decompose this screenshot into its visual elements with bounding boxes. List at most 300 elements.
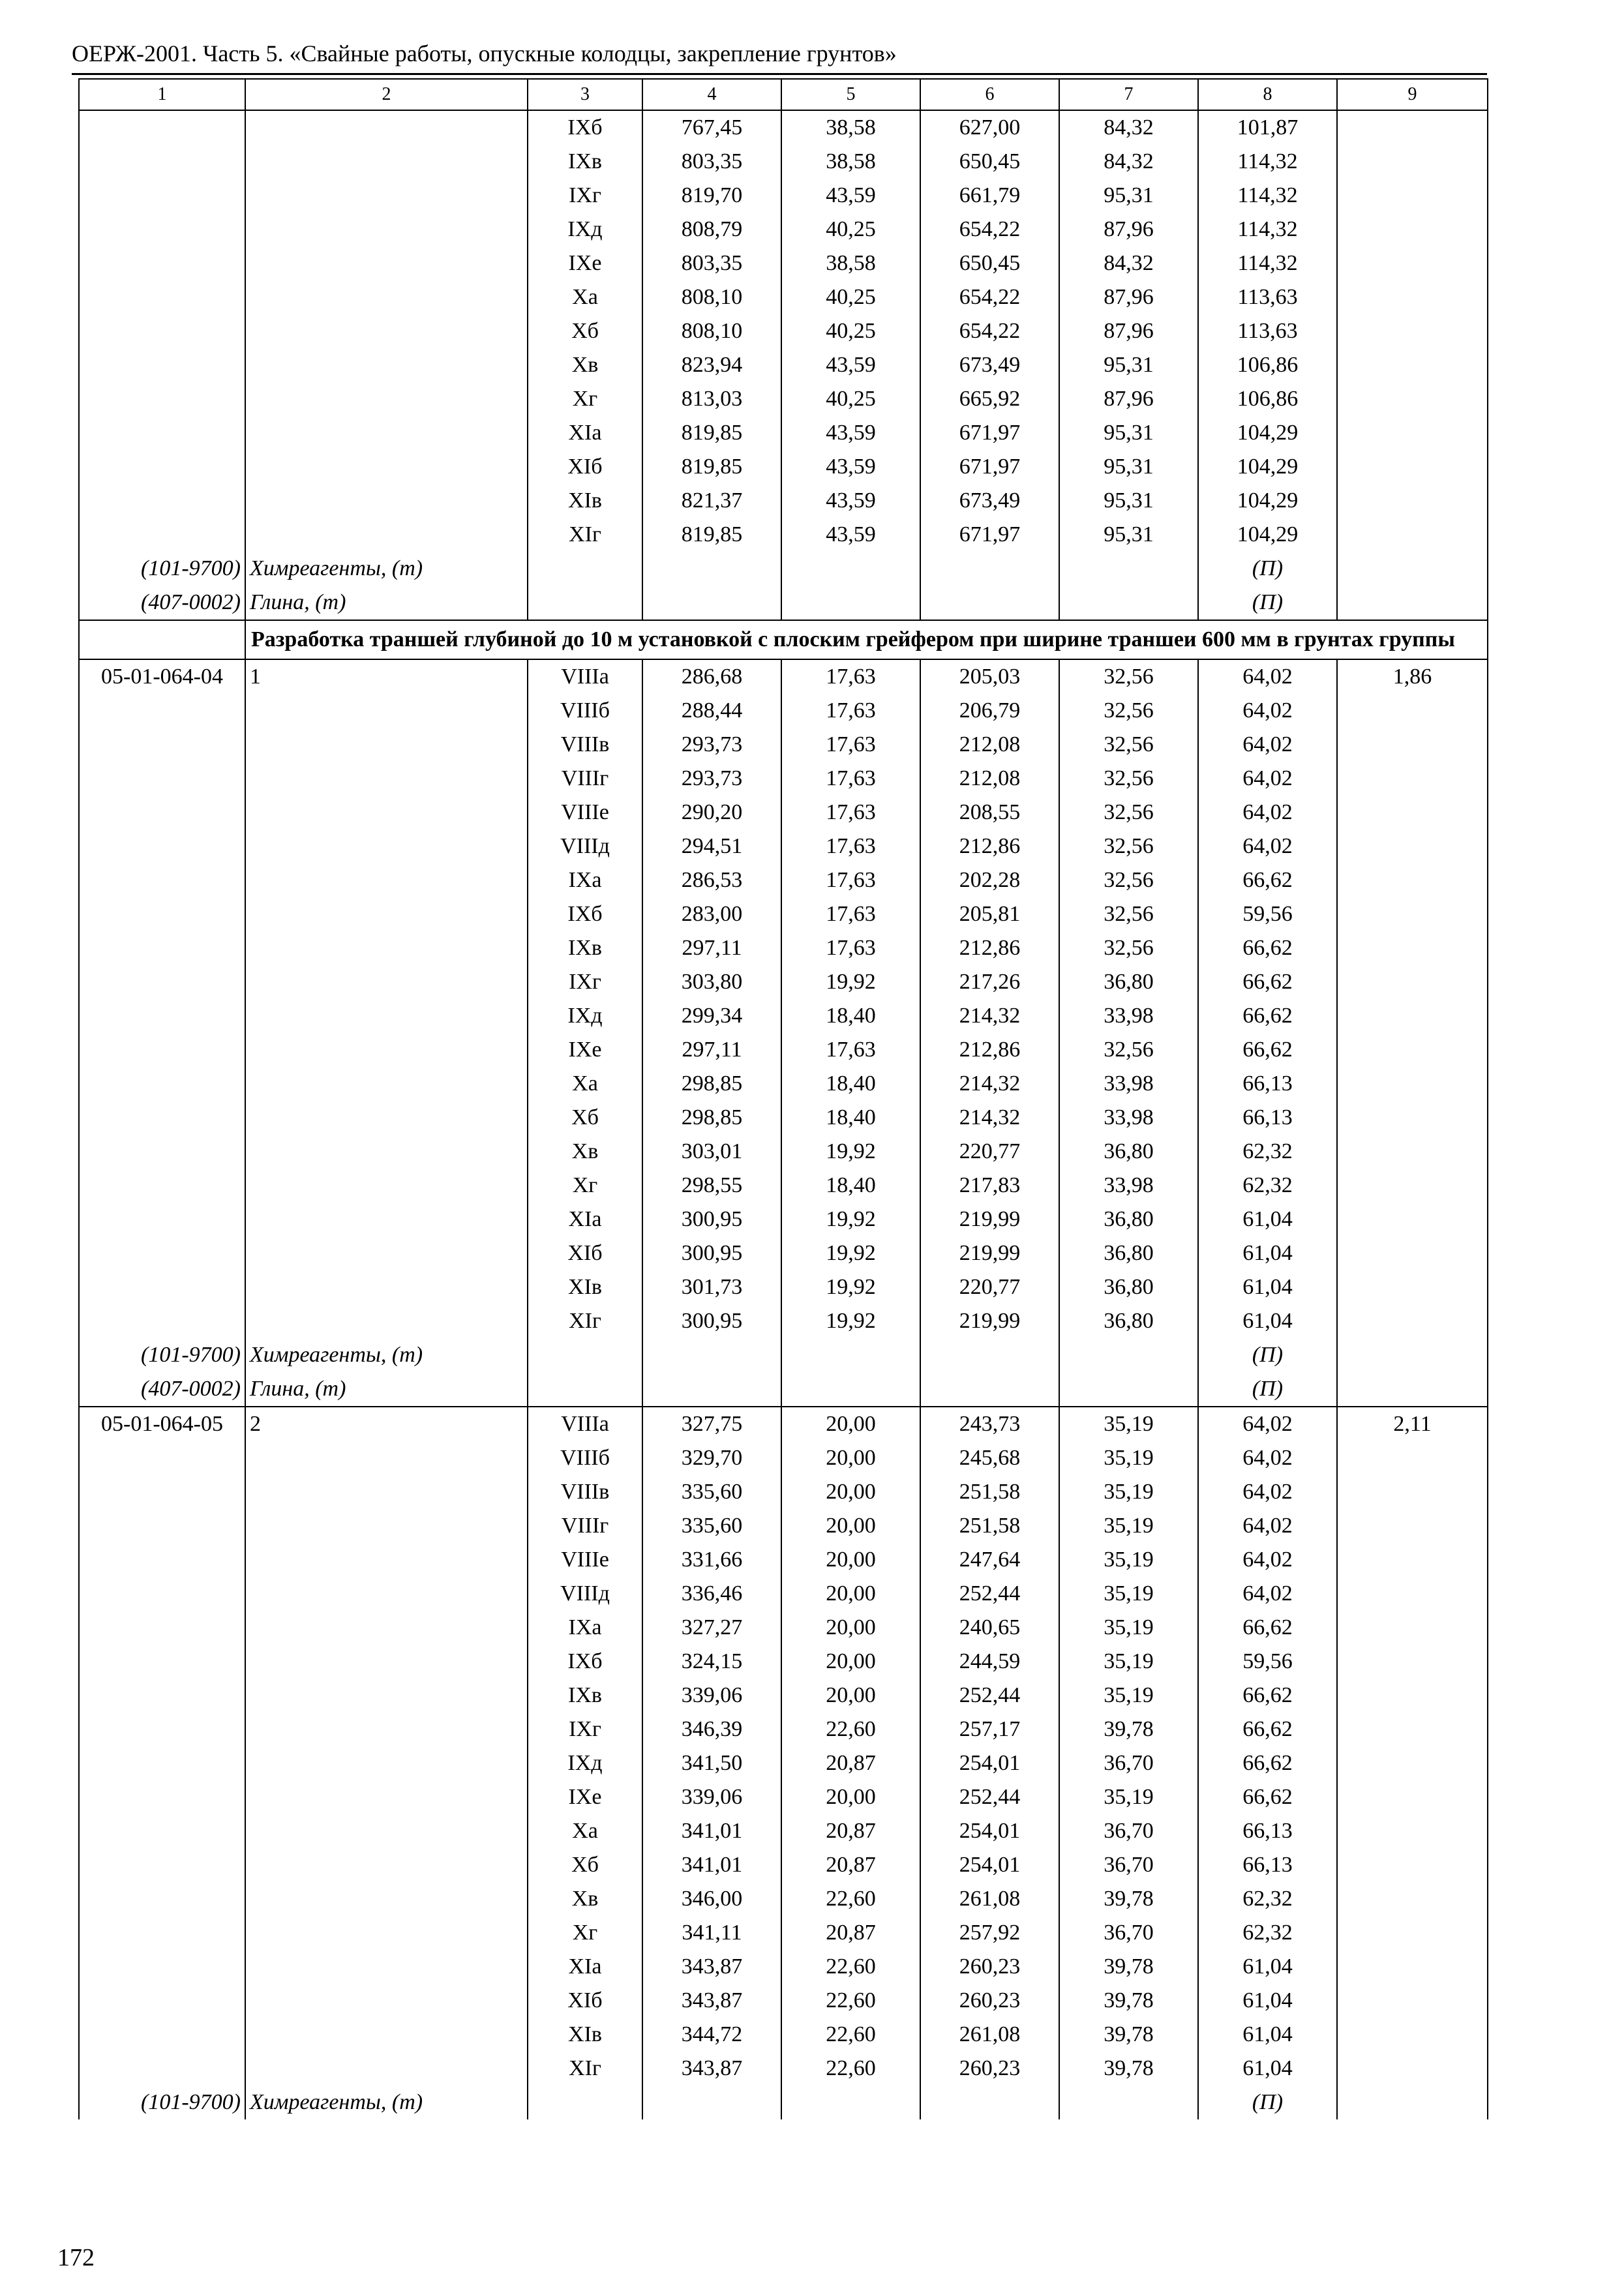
grade-cell: Xг: [528, 382, 642, 416]
code-cell: [79, 1270, 245, 1304]
machinist-wage-cell: 84,32: [1059, 110, 1198, 145]
name-cell: [245, 728, 528, 762]
machinist-wage-cell: 32,56: [1059, 863, 1198, 897]
machine-cost-cell: 671,97: [920, 518, 1059, 552]
machinist-wage-cell: 36,80: [1059, 1135, 1198, 1169]
machine-cost-cell: 214,32: [920, 999, 1059, 1033]
name-cell: [245, 450, 528, 484]
machinist-wage-cell: 32,56: [1059, 830, 1198, 863]
table-row: [79, 694, 1488, 728]
wage-cell: 17,63: [781, 659, 920, 694]
code-cell: [79, 179, 245, 213]
empty-cell: [1059, 586, 1198, 620]
grade-cell: IXб: [528, 110, 642, 145]
materials-cell: 61,04: [1198, 2018, 1337, 2052]
machinist-wage-cell: 95,31: [1059, 484, 1198, 518]
grade-cell: IXе: [528, 247, 642, 280]
wage-cell: 18,40: [781, 1169, 920, 1203]
column-number: 7: [1059, 79, 1198, 110]
materials-cell: 66,62: [1198, 1713, 1337, 1746]
wage-cell: 20,00: [781, 1543, 920, 1577]
machinist-wage-cell: 95,31: [1059, 416, 1198, 450]
materials-cell: 64,02: [1198, 1543, 1337, 1577]
machinist-wage-cell: 32,56: [1059, 659, 1198, 694]
empty-cell: [920, 552, 1059, 586]
table-row: [79, 1270, 1488, 1304]
labor-cell: [1337, 1950, 1488, 1984]
labor-cell: [1337, 1577, 1488, 1611]
code-cell: [79, 1950, 245, 1984]
grade-cell: XIа: [528, 416, 642, 450]
name-cell: [245, 1611, 528, 1645]
table-row: [79, 1236, 1488, 1270]
name-cell: [245, 484, 528, 518]
machinist-wage-cell: 35,19: [1059, 1543, 1198, 1577]
machinist-wage-cell: 32,56: [1059, 931, 1198, 965]
table-row: [79, 1407, 1488, 1441]
name-cell: [245, 1814, 528, 1848]
table-row: [79, 1713, 1488, 1746]
wage-cell: 17,63: [781, 897, 920, 931]
machinist-wage-cell: 39,78: [1059, 1882, 1198, 1916]
labor-cell: [1337, 1713, 1488, 1746]
materials-cell: 61,04: [1198, 1304, 1337, 1338]
empty-cell: [528, 552, 642, 586]
total-cost-cell: 808,10: [642, 314, 781, 348]
machinist-wage-cell: 84,32: [1059, 145, 1198, 179]
materials-cell: 104,29: [1198, 416, 1337, 450]
code-cell: [79, 1067, 245, 1101]
machinist-wage-cell: 39,78: [1059, 1984, 1198, 2018]
empty-cell: [1059, 2086, 1198, 2119]
name-cell: [245, 1304, 528, 1338]
machine-cost-cell: 671,97: [920, 450, 1059, 484]
table-row: [79, 247, 1488, 280]
code-cell: [79, 1814, 245, 1848]
grade-cell: XIв: [528, 2018, 642, 2052]
grade-cell: IXд: [528, 1746, 642, 1780]
code-cell: [79, 2052, 245, 2086]
materials-cell: 104,29: [1198, 518, 1337, 552]
wage-cell: 20,87: [781, 1814, 920, 1848]
grade-cell: VIIIб: [528, 1441, 642, 1475]
empty-cell: [1059, 1372, 1198, 1407]
name-cell: [245, 965, 528, 999]
wage-cell: 43,59: [781, 450, 920, 484]
grade-cell: Xа: [528, 280, 642, 314]
code-cell: [79, 280, 245, 314]
name-cell: [245, 1169, 528, 1203]
total-cost-cell: 343,87: [642, 2052, 781, 2086]
wage-cell: 22,60: [781, 2052, 920, 2086]
name-cell: [245, 863, 528, 897]
name-cell: [245, 213, 528, 247]
material-row: [79, 1338, 1488, 1372]
labor-cell: [1337, 1645, 1488, 1679]
code-cell: [79, 931, 245, 965]
materials-cell: 64,02: [1198, 762, 1337, 796]
empty-cell: [528, 2086, 642, 2119]
machine-cost-cell: 260,23: [920, 1984, 1059, 2018]
machine-cost-cell: 206,79: [920, 694, 1059, 728]
table-row: [79, 1067, 1488, 1101]
name-cell: [245, 348, 528, 382]
name-cell: [245, 1984, 528, 2018]
materials-cell: 64,02: [1198, 659, 1337, 694]
grade-cell: IXг: [528, 1713, 642, 1746]
name-cell: [245, 518, 528, 552]
materials-cell: 59,56: [1198, 1645, 1337, 1679]
total-cost-cell: 339,06: [642, 1679, 781, 1713]
material-name: Глина, (т): [245, 586, 528, 620]
code-cell: 05-01-064-05: [79, 1407, 245, 1441]
wage-cell: 20,00: [781, 1509, 920, 1543]
machine-cost-cell: 217,26: [920, 965, 1059, 999]
material-code: (101-9700): [79, 552, 245, 586]
name-cell: [245, 145, 528, 179]
grade-cell: XIг: [528, 2052, 642, 2086]
table-row: [79, 1509, 1488, 1543]
total-cost-cell: 819,85: [642, 518, 781, 552]
machine-cost-cell: 665,92: [920, 382, 1059, 416]
code-cell: [79, 110, 245, 145]
name-cell: [245, 179, 528, 213]
wage-cell: 18,40: [781, 1101, 920, 1135]
total-cost-cell: 324,15: [642, 1645, 781, 1679]
wage-cell: 19,92: [781, 1236, 920, 1270]
grade-cell: IXд: [528, 213, 642, 247]
material-value: (П): [1198, 552, 1337, 586]
name-cell: [245, 1236, 528, 1270]
wage-cell: 43,59: [781, 416, 920, 450]
column-number: 1: [79, 79, 245, 110]
grade-cell: XIв: [528, 484, 642, 518]
table-row: [79, 796, 1488, 830]
code-cell: [79, 145, 245, 179]
machinist-wage-cell: 35,19: [1059, 1679, 1198, 1713]
wage-cell: 22,60: [781, 1882, 920, 1916]
wage-cell: 19,92: [781, 1304, 920, 1338]
table-row: [79, 1950, 1488, 1984]
table-row: [79, 1916, 1488, 1950]
wage-cell: 43,59: [781, 348, 920, 382]
wage-cell: 17,63: [781, 931, 920, 965]
table-row: [79, 1882, 1488, 1916]
labor-cell: [1337, 1984, 1488, 2018]
code-cell: [79, 2018, 245, 2052]
name-cell: [245, 2018, 528, 2052]
grade-cell: XIа: [528, 1203, 642, 1236]
machinist-wage-cell: 87,96: [1059, 213, 1198, 247]
material-name: Глина, (т): [245, 1372, 528, 1407]
materials-cell: 114,32: [1198, 213, 1337, 247]
grade-cell: VIIIв: [528, 1475, 642, 1509]
section-title: Разработка траншей глубиной до 10 м установкой с плоским грейфером при ширине траншеи 600 мм в грунтах группы: [245, 620, 1488, 659]
code-cell: [79, 863, 245, 897]
labor-cell: [1337, 1236, 1488, 1270]
labor-cell: [1337, 2052, 1488, 2086]
name-cell: [245, 1135, 528, 1169]
machine-cost-cell: 212,86: [920, 1033, 1059, 1067]
wage-cell: 43,59: [781, 518, 920, 552]
grade-cell: XIг: [528, 1304, 642, 1338]
materials-cell: 66,62: [1198, 1033, 1337, 1067]
machine-cost-cell: 212,86: [920, 830, 1059, 863]
table-row: [79, 382, 1488, 416]
empty-cell: [781, 1372, 920, 1407]
table-row: [79, 110, 1488, 145]
machine-cost-cell: 220,77: [920, 1270, 1059, 1304]
wage-cell: 40,25: [781, 213, 920, 247]
empty-cell: [781, 586, 920, 620]
grade-cell: IXв: [528, 931, 642, 965]
materials-cell: 66,62: [1198, 1611, 1337, 1645]
total-cost-cell: 298,85: [642, 1067, 781, 1101]
table-body: [79, 79, 1488, 2119]
materials-cell: 64,02: [1198, 1577, 1337, 1611]
grade-cell: Xг: [528, 1169, 642, 1203]
grade-cell: IXа: [528, 863, 642, 897]
name-cell: [245, 1577, 528, 1611]
total-cost-cell: 286,53: [642, 863, 781, 897]
code-cell: [79, 1848, 245, 1882]
wage-cell: 17,63: [781, 1033, 920, 1067]
code-cell: [79, 1679, 245, 1713]
materials-cell: 61,04: [1198, 1984, 1337, 2018]
wage-cell: 20,00: [781, 1611, 920, 1645]
total-cost-cell: 299,34: [642, 999, 781, 1033]
machinist-wage-cell: 32,56: [1059, 694, 1198, 728]
name-cell: [245, 1848, 528, 1882]
machinist-wage-cell: 35,19: [1059, 1611, 1198, 1645]
material-code: (101-9700): [79, 2086, 245, 2119]
grade-cell: XIб: [528, 450, 642, 484]
total-cost-cell: 301,73: [642, 1270, 781, 1304]
machine-cost-cell: 627,00: [920, 110, 1059, 145]
labor-cell: [1337, 416, 1488, 450]
machinist-wage-cell: 39,78: [1059, 1713, 1198, 1746]
code-cell: [79, 450, 245, 484]
wage-cell: 19,92: [781, 1135, 920, 1169]
name-cell: [245, 931, 528, 965]
wage-cell: 40,25: [781, 314, 920, 348]
table-row: [79, 145, 1488, 179]
wage-cell: 20,00: [781, 1679, 920, 1713]
table-row: [79, 659, 1488, 694]
table-row: [79, 999, 1488, 1033]
header-rule: [72, 73, 1487, 75]
total-cost-cell: 808,10: [642, 280, 781, 314]
code-cell: [79, 1509, 245, 1543]
labor-cell: [1337, 314, 1488, 348]
labor-cell: [1337, 1441, 1488, 1475]
machinist-wage-cell: 36,80: [1059, 1304, 1198, 1338]
materials-cell: 62,32: [1198, 1169, 1337, 1203]
name-cell: [245, 1475, 528, 1509]
machine-cost-cell: 245,68: [920, 1441, 1059, 1475]
machinist-wage-cell: 36,80: [1059, 965, 1198, 999]
code-cell: [79, 314, 245, 348]
machine-cost-cell: 252,44: [920, 1780, 1059, 1814]
material-value: (П): [1198, 2086, 1337, 2119]
grade-cell: Xб: [528, 1848, 642, 1882]
name-cell: [245, 1509, 528, 1543]
machine-cost-cell: 260,23: [920, 2052, 1059, 2086]
table-row: [79, 1780, 1488, 1814]
total-cost-cell: 808,79: [642, 213, 781, 247]
wage-cell: 20,87: [781, 1848, 920, 1882]
materials-cell: 113,63: [1198, 280, 1337, 314]
empty-cell: [528, 1372, 642, 1407]
total-cost-cell: 288,44: [642, 694, 781, 728]
name-cell: [245, 2052, 528, 2086]
labor-cell: [1337, 247, 1488, 280]
materials-cell: 59,56: [1198, 897, 1337, 931]
code-cell: [79, 1577, 245, 1611]
table-row: [79, 1645, 1488, 1679]
machine-cost-cell: 208,55: [920, 796, 1059, 830]
wage-cell: 22,60: [781, 2018, 920, 2052]
section-title-row: [79, 620, 1488, 659]
labor-cell: [1337, 1814, 1488, 1848]
name-cell: [245, 1679, 528, 1713]
labor-cell: [1337, 965, 1488, 999]
empty-cell: [1059, 552, 1198, 586]
table-row: [79, 1848, 1488, 1882]
empty-cell: [781, 1338, 920, 1372]
material-code: (407-0002): [79, 586, 245, 620]
wage-cell: 43,59: [781, 484, 920, 518]
grade-cell: VIIIа: [528, 1407, 642, 1441]
materials-cell: 61,04: [1198, 1950, 1337, 1984]
wage-cell: 19,92: [781, 1270, 920, 1304]
machinist-wage-cell: 35,19: [1059, 1577, 1198, 1611]
table-row: [79, 1814, 1488, 1848]
materials-cell: 64,02: [1198, 1407, 1337, 1441]
labor-cell: [1337, 1304, 1488, 1338]
table-row: [79, 1441, 1488, 1475]
table-row: [79, 728, 1488, 762]
grade-cell: VIIIд: [528, 1577, 642, 1611]
machinist-wage-cell: 39,78: [1059, 1950, 1198, 1984]
machine-cost-cell: 214,32: [920, 1067, 1059, 1101]
machine-cost-cell: 661,79: [920, 179, 1059, 213]
code-cell: [79, 1304, 245, 1338]
machinist-wage-cell: 36,70: [1059, 1916, 1198, 1950]
table-row: [79, 450, 1488, 484]
material-value: (П): [1198, 1372, 1337, 1407]
name-cell: [245, 999, 528, 1033]
material-code: (407-0002): [79, 1372, 245, 1407]
code-cell: [79, 999, 245, 1033]
total-cost-cell: 803,35: [642, 247, 781, 280]
materials-cell: 66,13: [1198, 1848, 1337, 1882]
labor-cell: [1337, 1067, 1488, 1101]
machinist-wage-cell: 33,98: [1059, 999, 1198, 1033]
grade-cell: VIIIб: [528, 694, 642, 728]
table-row: [79, 1577, 1488, 1611]
wage-cell: 17,63: [781, 762, 920, 796]
labor-cell: 2,11: [1337, 1407, 1488, 1441]
machinist-wage-cell: 35,19: [1059, 1407, 1198, 1441]
total-cost-cell: 300,95: [642, 1236, 781, 1270]
materials-cell: 101,87: [1198, 110, 1337, 145]
empty-cell: [1337, 2086, 1488, 2119]
labor-cell: [1337, 450, 1488, 484]
column-number: 8: [1198, 79, 1337, 110]
machine-cost-cell: 254,01: [920, 1814, 1059, 1848]
code-cell: [79, 247, 245, 280]
total-cost-cell: 819,85: [642, 450, 781, 484]
grade-cell: Xв: [528, 1135, 642, 1169]
empty-cell: [920, 1338, 1059, 1372]
grade-cell: VIIIг: [528, 1509, 642, 1543]
labor-cell: [1337, 999, 1488, 1033]
material-name: Химреагенты, (т): [245, 552, 528, 586]
total-cost-cell: 344,72: [642, 2018, 781, 2052]
materials-cell: 113,63: [1198, 314, 1337, 348]
machine-cost-cell: 654,22: [920, 314, 1059, 348]
grade-cell: Xа: [528, 1067, 642, 1101]
name-cell: [245, 1882, 528, 1916]
materials-cell: 62,32: [1198, 1882, 1337, 1916]
labor-cell: [1337, 110, 1488, 145]
materials-cell: 114,32: [1198, 179, 1337, 213]
code-cell: [79, 1203, 245, 1236]
labor-cell: [1337, 280, 1488, 314]
column-number: 9: [1337, 79, 1488, 110]
code-cell: [79, 1984, 245, 2018]
machinist-wage-cell: 95,31: [1059, 450, 1198, 484]
code-cell: [79, 1645, 245, 1679]
machinist-wage-cell: 36,70: [1059, 1814, 1198, 1848]
materials-cell: 114,32: [1198, 145, 1337, 179]
machine-cost-cell: 212,08: [920, 728, 1059, 762]
total-cost-cell: 290,20: [642, 796, 781, 830]
code-cell: [79, 830, 245, 863]
grade-cell: IXд: [528, 999, 642, 1033]
total-cost-cell: 286,68: [642, 659, 781, 694]
machine-cost-cell: 243,73: [920, 1407, 1059, 1441]
machine-cost-cell: 654,22: [920, 213, 1059, 247]
materials-cell: 64,02: [1198, 694, 1337, 728]
table-row: [79, 1746, 1488, 1780]
machine-cost-cell: 219,99: [920, 1203, 1059, 1236]
machinist-wage-cell: 33,98: [1059, 1101, 1198, 1135]
machine-cost-cell: 261,08: [920, 1882, 1059, 1916]
total-cost-cell: 329,70: [642, 1441, 781, 1475]
wage-cell: 19,92: [781, 1203, 920, 1236]
machinist-wage-cell: 32,56: [1059, 897, 1198, 931]
wage-cell: 22,60: [781, 1950, 920, 1984]
wage-cell: 17,63: [781, 863, 920, 897]
empty-cell: [642, 1338, 781, 1372]
labor-cell: [1337, 179, 1488, 213]
materials-cell: 114,32: [1198, 247, 1337, 280]
machinist-wage-cell: 33,98: [1059, 1067, 1198, 1101]
machine-cost-cell: 671,97: [920, 416, 1059, 450]
table-row: [79, 1203, 1488, 1236]
page-header: ОЕРЖ-2001. Часть 5. «Свайные работы, опускные колодцы, закрепление грунтов»: [72, 40, 897, 67]
material-code: (101-9700): [79, 1338, 245, 1372]
total-cost-cell: 300,95: [642, 1203, 781, 1236]
machine-cost-cell: 654,22: [920, 280, 1059, 314]
code-cell: [79, 1746, 245, 1780]
wage-cell: 18,40: [781, 999, 920, 1033]
name-cell: [245, 1033, 528, 1067]
materials-cell: 66,62: [1198, 1679, 1337, 1713]
name-cell: [245, 110, 528, 145]
